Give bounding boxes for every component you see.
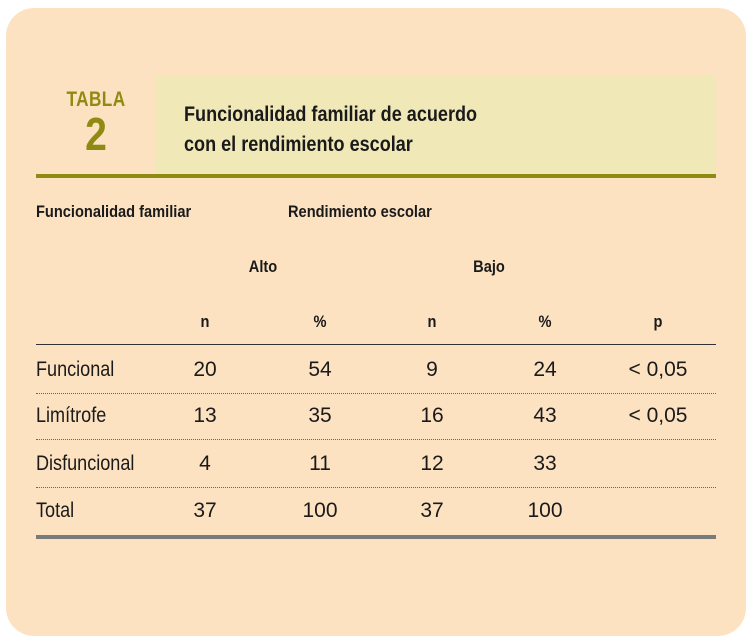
cell-bajo-pct: 24 bbox=[533, 358, 557, 381]
title-line-1: Funcionalidad familiar de acuerdo bbox=[184, 103, 478, 126]
table-row bbox=[36, 489, 716, 535]
col-bajo-pct: % bbox=[538, 312, 552, 331]
header-divider bbox=[36, 344, 716, 345]
table-row bbox=[36, 394, 716, 440]
row-label: Limítrofe bbox=[36, 404, 107, 427]
table-label bbox=[46, 88, 146, 160]
cell-alto-n: 20 bbox=[193, 358, 217, 381]
table-row bbox=[36, 348, 716, 394]
table-bottom-rule bbox=[36, 535, 716, 539]
title-divider bbox=[36, 174, 716, 178]
table-number: 2 bbox=[85, 108, 107, 160]
title-box bbox=[156, 76, 716, 174]
cell-alto-n: 13 bbox=[193, 404, 217, 427]
row-divider bbox=[36, 439, 716, 440]
cell-alto-n: 37 bbox=[193, 499, 217, 522]
cell-p: < 0,05 bbox=[628, 358, 688, 381]
cell-bajo-pct: 33 bbox=[533, 452, 557, 475]
cell-alto-pct: 11 bbox=[309, 452, 331, 475]
row-label: Funcional bbox=[36, 358, 115, 381]
cell-alto-n: 4 bbox=[199, 452, 211, 475]
cell-alto-pct: 35 bbox=[308, 404, 332, 427]
row-label: Disfuncional bbox=[36, 452, 135, 475]
cell-bajo-n: 9 bbox=[426, 358, 438, 381]
title-line-2: con el rendimiento escolar bbox=[184, 133, 413, 156]
group-header: Rendimiento escolar bbox=[288, 202, 432, 221]
cell-p: < 0,05 bbox=[628, 404, 688, 427]
col-alto-pct: % bbox=[313, 312, 327, 331]
cell-alto-pct: 100 bbox=[302, 499, 338, 522]
cell-bajo-n: 37 bbox=[420, 499, 444, 522]
row-label: Total bbox=[36, 499, 75, 522]
col-group-bajo: Bajo bbox=[473, 257, 505, 276]
table-row bbox=[36, 442, 716, 488]
table-card bbox=[6, 8, 746, 636]
cell-alto-pct: 54 bbox=[308, 358, 332, 381]
col-group-alto: Alto bbox=[248, 257, 278, 276]
col-alto-n: n bbox=[200, 312, 210, 331]
row-divider bbox=[36, 487, 716, 488]
cell-bajo-n: 12 bbox=[420, 452, 444, 475]
col-bajo-n: n bbox=[427, 312, 437, 331]
table-label-word: TABLA bbox=[66, 88, 126, 111]
cell-bajo-pct: 43 bbox=[533, 404, 557, 427]
cell-bajo-n: 16 bbox=[420, 404, 444, 427]
table-title bbox=[184, 100, 477, 160]
col-p: p bbox=[653, 312, 663, 331]
cell-bajo-pct: 100 bbox=[527, 499, 563, 522]
row-header: Funcionalidad familiar bbox=[36, 202, 192, 221]
